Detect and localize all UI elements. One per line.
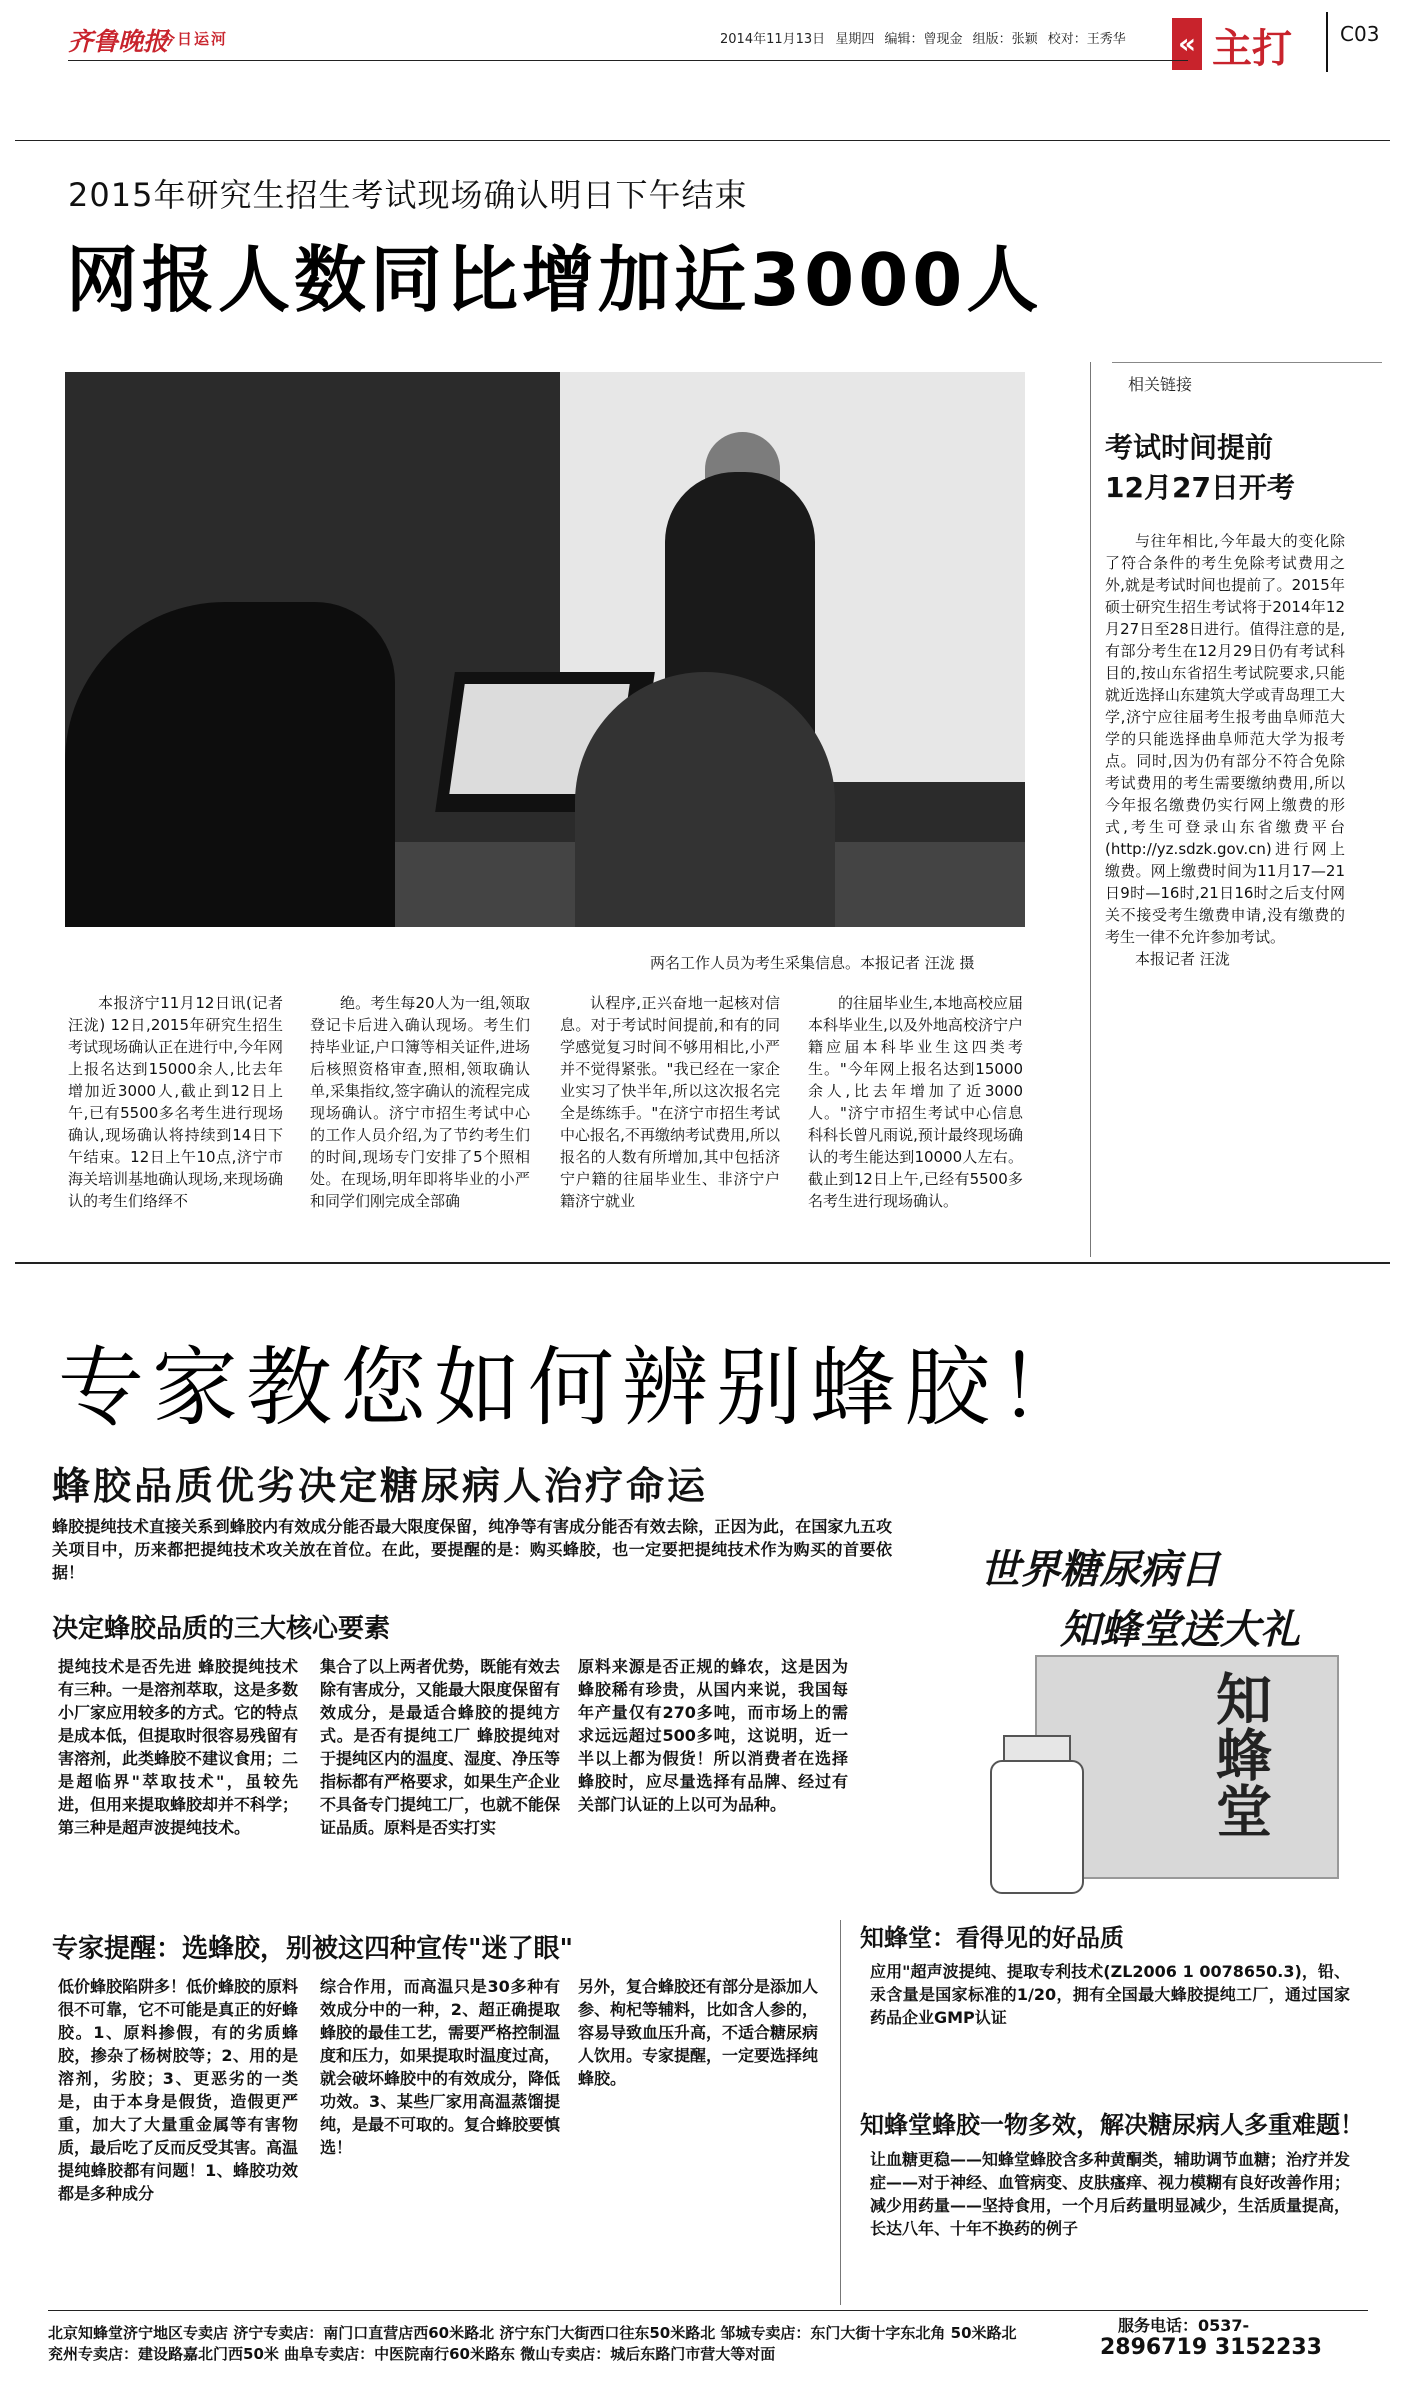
header-rule (68, 60, 1188, 61)
sidebar-label: 相关链接 (1128, 375, 1193, 394)
header-meta (720, 28, 1126, 47)
promo-title-2: 知蜂堂送大礼 (1060, 1607, 1300, 1653)
article-column-4 (808, 992, 1023, 1212)
editor-credit: 编辑：曾现金 (884, 32, 963, 47)
sidebar-rule (1112, 362, 1382, 363)
ad-heading-4: 知蜂堂蜂胶一物多效，解决糖尿病人多重难题！ (860, 2111, 1364, 2139)
article-column-1 (68, 992, 283, 1212)
ad-column-7: 应用"超声波提纯、提取专利技术(ZL2006 1 0078650.3)，铅、汞含量是国家标准的1/20，拥有全国最大蜂胶提纯工厂，通过国家药品企业GMP认证 (870, 1962, 1350, 2027)
article-headline: 网报人数同比增加近3000人 (66, 238, 1043, 322)
top-rule (15, 140, 1390, 141)
article-column-2 (310, 992, 530, 1212)
ad-column-3: 原料来源是否正规的蜂农，这是因为蜂胶稀有珍贵，从国内来说，我国每年产量仅有270多吨，而市场上的需求远远超过500多吨，这说明，近一半以上都为假货！所以消费者在选择蜂胶时，应尽量选择有品牌、经过有关部门认证的上以可为品种。 (578, 1657, 848, 1814)
footer-rule (48, 2310, 1368, 2311)
product-brand: 知蜂堂 (1207, 1670, 1273, 1838)
section-arrow-icon: « (1172, 18, 1202, 70)
ad-title: 专家教您如何辨别蜂胶！ (58, 1338, 1092, 1438)
layout-credit: 组版：张颖 (972, 32, 1038, 47)
ad-column-4: 低价蜂胶陷阱多！低价蜂胶的原料很不可靠，它不可能是真正的好蜂胶。1、原料掺假，有的劣质蜂胶，掺杂了杨树胶等；2、用的是溶剂，劣胶；3、更恶劣的一类是，由于本身是假货，造假更严重，加大了大量重金属等有害物质，最后吃了反而反受其害。高温提纯蜂胶都有问题！1、蜂胶功效都是多种成分 (58, 1977, 299, 2203)
article-text-3: 认程序,正兴奋地一起核对信息。对于考试时间提前,和有的同学感觉复习时间不够用相比,小严并不觉得紧张。"我已经在一家企业实习了快半年,所以这次报名完全是练练手。"在济宁市招生考试中心报名,不再缴纳考试费用,所以报名的人数有所增加,其中包括济宁户籍的往届毕业生、非济宁户籍济宁就业 (560, 994, 780, 1210)
article-text-2: 绝。考生每20人为一组,领取登记卡后进入确认现场。考生们持毕业证,户口簿等相关证件,进场后核照资格审查,照相,领取确认单,采集指纹,签字确认的流程完成现场确认。济宁市招生考试中心的工作人员介绍,为了节约考生们的时间,现场专门安排了5个照相处。在现场,明年即将毕业的小严和同学们刚完成全部确 (310, 994, 530, 1210)
proof-credit: 校对：王秀华 (1047, 32, 1126, 47)
sidebar-byline: 本报记者 汪泷 (1135, 950, 1230, 968)
article-subtitle: 2015年研究生招生考试现场确认明日下午结束 (68, 176, 748, 214)
store-list-2: 兖州专卖店：建设路嘉北门西50米 曲阜专卖店：中医院南行60米路东 微山专卖店：城后东路门市营大等对面 (48, 2345, 776, 2363)
promo-title-1: 世界糖尿病日 (980, 1547, 1220, 1593)
article-text-4: 的往届毕业生,本地高校应届本科毕业生,以及外地高校济宁户籍应届本科毕业生这四类考生。"今年网上报名达到15000余人,比去年增加了近3000人。"济宁市招生考试中心信息科科长曾凡雨说,预计最终现场确认的考生能达到10000人左右。截止到12日上午,已经有5500多名考生进行现场确认。 (808, 994, 1023, 1210)
issue-weekday: 星期四 (835, 32, 875, 47)
sidebar-text: 与往年相比,今年最大的变化除了符合条件的考生免除考试费用之外,就是考试时间也提前了。2015年硕士研究生招生考试将于2014年12月27日至28日进行。值得注意的是,有部分考生在12月29日仍有考试科目的,按山东省招生考试院要求,只能就近选择山东建筑大学或青岛理工大学,济宁应往届考生报考曲阜师范大学的只能选择曲阜师范大学为报考点。同时,因为仍有部分不符合免除考试费用的考生需要缴纳费用,所以今年报名缴费仍实行网上缴费的形式,考生可登录山东省缴费平台(http://yz.sdzk.gov.cn)进行网上缴费。网上缴费时间为11月17—21日9时—16时,21日16时之后支付网关不接受考生缴费申请,没有缴费的考生一律不允许参加考试。 (1105, 532, 1346, 946)
ad-divider (840, 1920, 841, 2305)
store-list-1: 北京知蜂堂济宁地区专卖店 济宁专卖店：南门口直营店西60米路北 济宁东门大街西口往东50米路北 邹城专卖店：东门大街十字东北角 50米路北 (48, 2324, 1017, 2342)
product-bottle (990, 1760, 1084, 1894)
ad-heading-3: 知蜂堂：看得见的好品质 (860, 1924, 1124, 1952)
sidebar-title-line-1: 考试时间提前 (1105, 431, 1274, 464)
phone-number: 2896719 3152233 (1100, 2335, 1322, 2360)
ad-footer (48, 2323, 1088, 2365)
section-title: 主打 (1212, 26, 1292, 72)
ad-subtitle: 蜂胶品质优劣决定糖尿病人治疗命运 (52, 1464, 709, 1508)
photo-caption: 两名工作人员为考生采集信息。本报记者 汪泷 摄 (650, 954, 975, 972)
sidebar-divider (1090, 362, 1091, 1257)
phone-label: 服务电话：0537- (1118, 2316, 1250, 2335)
article-column-3 (560, 992, 780, 1212)
ad-column-6: 另外，复合蜂胶还有部分是添加人参、枸杞等辅料，比如含人参的，容易导致血压升高，不适合糖尿病人饮用。专家提醒，一定要选择纯蜂胶。 (578, 1977, 819, 2088)
ad-intro: 蜂胶提纯技术直接关系到蜂胶内有效成分能否最大限度保留，纯净等有害成分能否有效去除，正因为此，在国家九五攻关项目中，历来都把提纯技术攻关放在首位。在此，要提醒的是：购买蜂胶，也一定要把提纯技术作为购买的首要依据！ (52, 1517, 892, 1582)
issue-date: 2014年11月13日 (720, 32, 826, 47)
header-divider (1326, 12, 1328, 72)
article-text-1: 本报济宁11月12日讯(记者 汪泷) 12日,2015年研究生招生考试现场确认正在进行中,今年网上报名达到15000余人,比去年增加近3000人,截止到12日上午,已有5500多名考生进行现场确认,现场确认将持续到14日下午结束。12日上午10点,济宁市海关培训基地确认现场,来现场确认的考生们络绎不 (68, 994, 283, 1210)
news-photo (65, 372, 1025, 927)
ad-column-1: 提纯技术是否先进 蜂胶提纯技术有三种。一是溶剂萃取，这是多数小厂家应用较多的方式。它的特点是成本低，但提取时很容易残留有害溶剂，此类蜂胶不建议食用；二是超临界"萃取技术"，虽较先进，但用来提取蜂胶却并不科学；第三种是超声波提纯技术。 (58, 1657, 299, 1837)
section-rule (15, 1262, 1390, 1264)
ad-column-5: 综合作用，而高温只是30多种有效成分中的一种，2、超正确提取蜂胶的最佳工艺，需要严格控制温度和压力，如果提取时温度过高，就会破坏蜂胶中的有效成分，降低功效。3、某些厂家用高温蒸馏提纯，是最不可取的。复合蜂胶要慎选！ (320, 1977, 561, 2157)
edition-name: 今日运河 (160, 30, 229, 48)
sidebar-title-line-2: 12月27日开考 (1105, 471, 1295, 504)
sidebar-body (1105, 530, 1345, 970)
ad-heading-1: 决定蜂胶品质的三大核心要素 (52, 1614, 391, 1644)
page-number: C03 (1340, 22, 1380, 46)
ad-heading-2: 专家提醒：选蜂胶，别被这四种宣传"迷了眼" (52, 1934, 574, 1964)
ad-column-2: 集合了以上两者优势，既能有效去除有害成分，又能最大限度保留有效成分，是最适合蜂胶的提纯方式。是否有提纯工厂 蜂胶提纯对于提纯区内的温度、湿度、净压等指标都有严格要求，如果生产企业不具备专门提纯工厂，也就不能保证品质。原料是否实打实 (320, 1657, 561, 1837)
ad-column-8: 让血糖更稳——知蜂堂蜂胶含多种黄酮类，辅助调节血糖；治疗并发症——对于神经、血管病变、皮肤瘙痒、视力模糊有良好改善作用；减少用药量——坚持食用，一个月后药量明显减少，生活质量提高，长达八年、十年不换药的例子 (870, 2150, 1351, 2238)
newspaper-logo: 齐鲁晚报 (68, 27, 169, 56)
sidebar-title (1105, 428, 1295, 508)
